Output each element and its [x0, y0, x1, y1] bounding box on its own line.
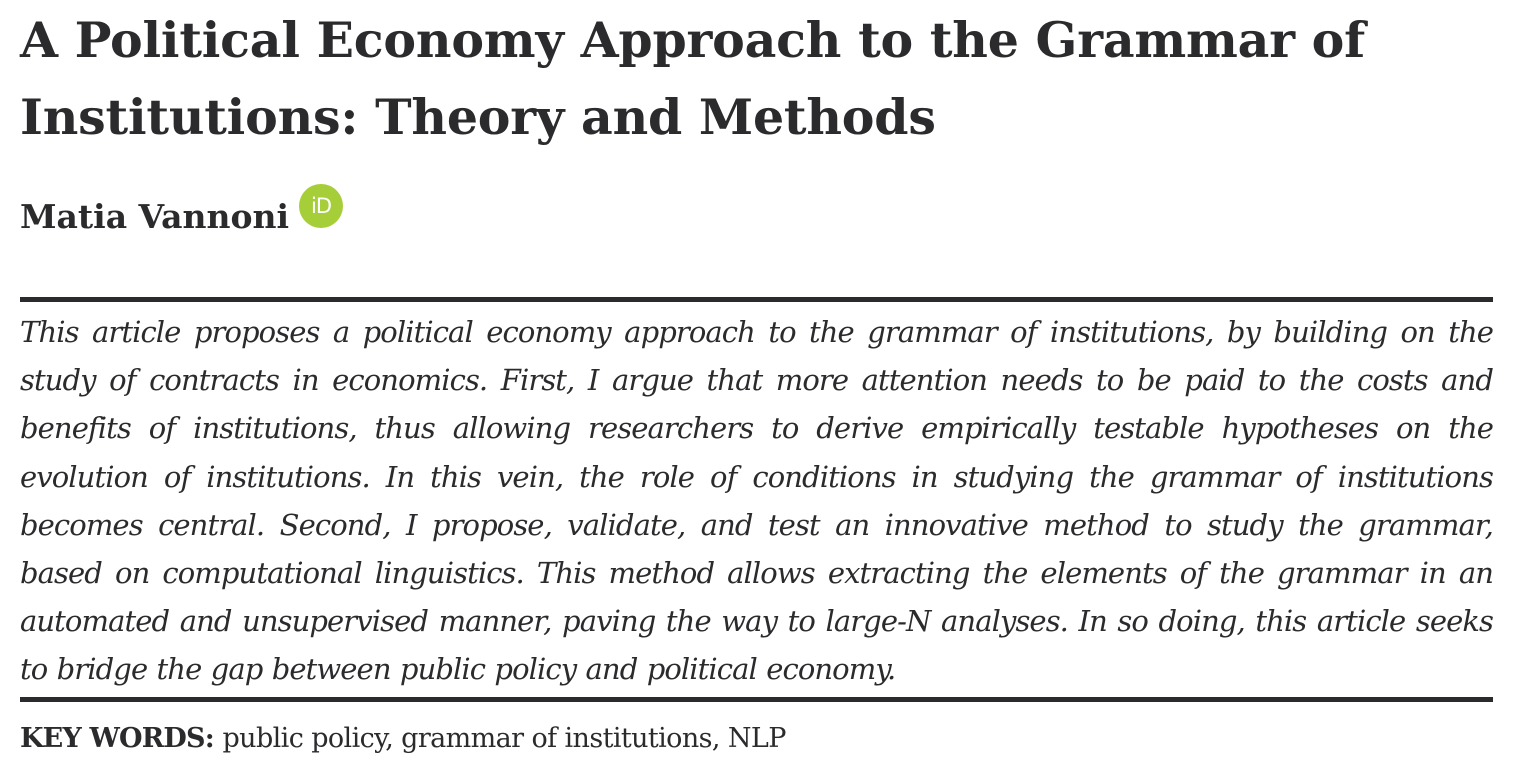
keywords-line	[20, 717, 786, 761]
author-name: Matia Vannoni	[20, 197, 290, 236]
keywords-values: public policy, grammar of institutions, NLP	[222, 723, 786, 754]
author-row	[20, 190, 343, 240]
orcid-icon[interactable]: iD	[299, 184, 343, 228]
article-header	[20, 0, 1493, 777]
abstract-top-rule	[20, 297, 1493, 302]
keywords-label: KEY WORDS:	[20, 723, 223, 754]
abstract-bottom-rule	[20, 697, 1493, 702]
abstract-text: This article proposes a political economy approach to the grammar of institutions, by building on the study of contracts in economics. First, I argue that more attention needs to be paid to the costs and benefits of institutions, thus allowing researchers to derive empirically testable hypotheses on the evolution of institutions. In this vein, the role of conditions in studying the grammar of institutions becomes central. Second, I propose, validate, and test an innovative method to study the grammar, based on computational linguistics. This method allows extracting the elements of the grammar in an automated and unsupervised manner, paving the way to large-N analyses. In so doing, this article seeks to bridge the gap between public policy and political economy.	[20, 315, 1493, 687]
article-title: A Political Economy Approach to the Grammar of Institutions: Theory and Methods	[20, 11, 1366, 146]
